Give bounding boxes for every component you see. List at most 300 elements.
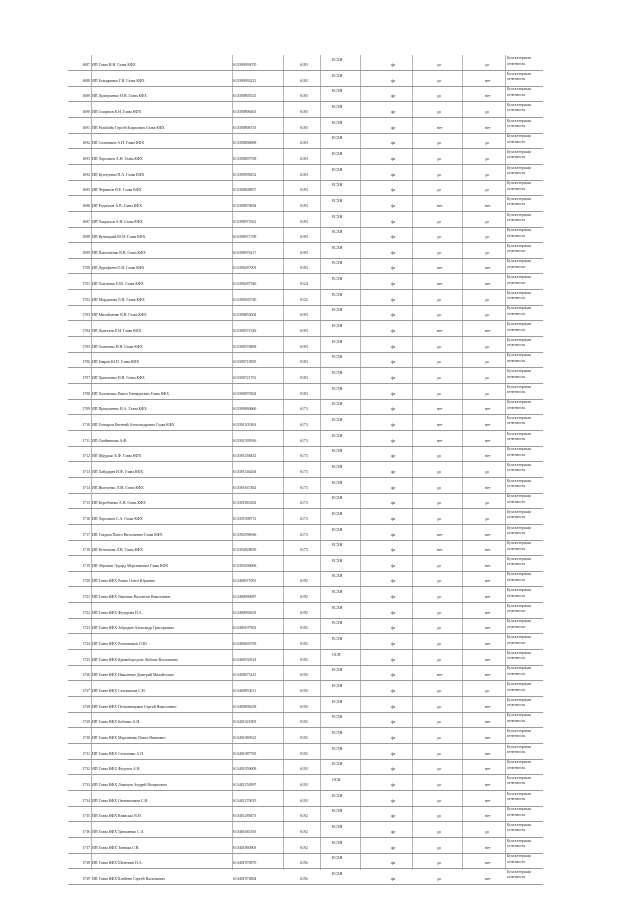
tax-regime: ЕСХН bbox=[332, 136, 343, 141]
row-number: 1717 bbox=[82, 532, 90, 537]
person-type: фл bbox=[391, 516, 396, 521]
tax-regime: ОСН bbox=[332, 777, 341, 782]
entity-name: ИП Осипенко Н.Н. Глава КФХ bbox=[92, 344, 143, 349]
entity-name: ИП Глава КФХ Клейнев Сергей Васильевич bbox=[92, 876, 166, 881]
row-number: 1718 bbox=[82, 548, 90, 553]
entity-name: ИП Глава КФХ Овоньнчиков С.В. bbox=[92, 798, 149, 803]
person-type: фл bbox=[391, 798, 396, 803]
inn-number: 613391458452 bbox=[233, 454, 257, 459]
flag-a: да bbox=[437, 657, 441, 662]
inn-number: 613390287003 bbox=[233, 266, 257, 271]
table-row bbox=[68, 618, 543, 634]
person-type: фл bbox=[391, 156, 396, 161]
tax-regime: ЕСХН bbox=[332, 590, 343, 595]
person-type: фл bbox=[391, 219, 396, 224]
row-number: 1727 bbox=[82, 689, 90, 693]
person-type: фл bbox=[391, 595, 396, 600]
flag-a: да bbox=[437, 156, 441, 161]
person-type: фл bbox=[391, 548, 396, 553]
flag-a: да bbox=[437, 704, 441, 709]
row-number: 1715 bbox=[82, 501, 90, 506]
row-number: 1734 bbox=[82, 798, 90, 803]
row-number: 1700 bbox=[82, 266, 90, 271]
person-type: фл bbox=[391, 422, 396, 427]
flag-b: нет bbox=[485, 563, 491, 568]
report-type: Бухгалтерская отчетность bbox=[507, 134, 531, 144]
row-number: 1720 bbox=[82, 579, 90, 584]
entity-name: ИП Глава КФХ Даньменко С.А. bbox=[92, 829, 145, 834]
inn-number: 613401681391 bbox=[233, 829, 257, 834]
inn-number: 613390806733 bbox=[233, 125, 257, 130]
person-type: фл bbox=[391, 360, 396, 365]
report-type: Бухгалтерская отчетность bbox=[507, 556, 531, 567]
person-type: фл bbox=[391, 407, 396, 412]
table-row bbox=[68, 853, 543, 869]
table-row bbox=[68, 55, 543, 71]
tax-regime: ЕСХН bbox=[332, 840, 343, 845]
table-row bbox=[68, 665, 543, 681]
okved-code: 6192 bbox=[300, 876, 308, 881]
entity-name: ИП Глава КФХ Шеменин Н.А. bbox=[92, 861, 143, 866]
flag-a: да bbox=[437, 250, 441, 255]
report-type: Бухгалтерская отчетность bbox=[507, 149, 531, 160]
flag-a: нет bbox=[437, 125, 443, 130]
inn-number: 613390806808 bbox=[233, 141, 257, 146]
okved-code: 6132 bbox=[300, 297, 308, 302]
okved-code: 6192 bbox=[300, 720, 308, 725]
okved-code: 6192 bbox=[300, 814, 308, 819]
report-type: Бухгалтерская отчетность bbox=[507, 650, 531, 661]
flag-a: да bbox=[437, 735, 441, 740]
flag-a: да bbox=[437, 563, 441, 568]
flag-b: нет bbox=[485, 422, 491, 427]
person-type: фл bbox=[391, 109, 396, 114]
tax-regime: ЕСХН bbox=[332, 824, 343, 829]
row-number: 1739 bbox=[82, 876, 90, 881]
row-number: 1710 bbox=[82, 422, 90, 427]
report-type: Бухгалтерская отчетность bbox=[507, 290, 531, 301]
entity-name: ИП Хакрилов А.Н. Глава КФХ bbox=[92, 219, 143, 224]
okved-code: 6183 bbox=[300, 203, 308, 208]
tax-regime: ЕСХН bbox=[332, 684, 343, 688]
flag-a: да bbox=[437, 610, 441, 615]
tax-regime: ЕСХН bbox=[332, 746, 343, 751]
row-number: 1724 bbox=[82, 642, 90, 647]
entity-name: ИП Сальников А.Н. Глава КФХ bbox=[92, 141, 145, 146]
flag-b: нет bbox=[485, 548, 491, 553]
entity-name: ИП Абрамян Эдуард Моргвакович Глава КФХ bbox=[92, 563, 169, 568]
flag-b: нет bbox=[485, 673, 491, 678]
okved-code: 6183 bbox=[300, 156, 308, 161]
entity-name: ИП Глава КФХ Лимоцев Андрей Валерьевич bbox=[92, 782, 167, 787]
flag-a: нет bbox=[437, 282, 443, 287]
row-number: 1716 bbox=[82, 516, 90, 521]
inn-number: 613390870304 bbox=[233, 391, 257, 396]
tax-regime: ЕСХН bbox=[332, 339, 343, 344]
report-type: Бухгалтерская отчетность bbox=[507, 697, 531, 708]
table-row bbox=[68, 102, 543, 118]
tax-regime: ЕСХН bbox=[332, 261, 343, 266]
report-type: Бухгалтерская отчетность bbox=[507, 384, 531, 395]
flag-a: да bbox=[437, 814, 441, 819]
flag-a: да bbox=[437, 720, 441, 725]
entity-name: ИП Хайдарин И.Ф. Глава КФХ bbox=[92, 469, 144, 474]
flag-b: нет bbox=[485, 407, 491, 412]
flag-b: нет bbox=[485, 751, 491, 756]
person-type: фл bbox=[391, 94, 396, 99]
tax-regime: ЕСХН bbox=[332, 762, 343, 767]
table-row bbox=[68, 71, 543, 87]
entity-name: ИП Глава КФХ Забродин Александр Григорьевич bbox=[92, 626, 175, 631]
entity-name: ИП Глава КФХ Решетников О.Ю. bbox=[92, 642, 148, 647]
person-type: фл bbox=[391, 454, 396, 459]
person-type: фл bbox=[391, 657, 396, 662]
table-row bbox=[68, 838, 543, 854]
tax-regime: ЕСХН bbox=[332, 464, 343, 469]
flag-b: да bbox=[485, 297, 489, 302]
table-row bbox=[68, 525, 543, 541]
inn-number: 613401021803 bbox=[233, 720, 257, 725]
row-number: 1732 bbox=[82, 767, 90, 772]
inn-number: 613400071901 bbox=[233, 579, 257, 584]
row-number: 1704 bbox=[82, 329, 90, 334]
person-type: фл bbox=[391, 579, 396, 584]
tax-regime: ЕСХН bbox=[332, 58, 343, 62]
entity-name: ИП Дмитриенко Н.Н. Глава КФХ bbox=[92, 94, 147, 99]
flag-b: нет bbox=[485, 782, 491, 787]
report-type: Бухгалтерская отчетность bbox=[507, 415, 531, 426]
okved-code: 6173 bbox=[300, 532, 308, 537]
report-type: Бухгалтерская отчетность bbox=[507, 56, 531, 66]
inn-number: 613390071709 bbox=[233, 235, 257, 240]
tax-regime: ЕСХН bbox=[332, 730, 343, 735]
report-type: Бухгалтерская отчетность bbox=[507, 744, 531, 755]
inn-number: 613401069522 bbox=[233, 735, 257, 740]
entity-name: ИП Кузнецкий Ю.Н. Глава КФХ bbox=[92, 235, 146, 240]
inn-number: 613391393916 bbox=[233, 438, 257, 443]
okved-code: 6183 bbox=[300, 125, 308, 130]
flag-a: нет bbox=[437, 266, 443, 271]
flag-a: да bbox=[437, 141, 441, 146]
inn-number: 613390903221 bbox=[233, 78, 257, 83]
flag-a: да bbox=[437, 172, 441, 177]
person-type: фл bbox=[391, 329, 396, 334]
tax-regime: ЕСХН bbox=[332, 214, 343, 219]
inn-number: 613401254997 bbox=[233, 782, 257, 787]
flag-a: да bbox=[437, 63, 441, 67]
inn-number: 613401289473 bbox=[233, 814, 257, 819]
flag-b: да bbox=[485, 156, 489, 161]
table-row bbox=[68, 352, 543, 368]
flag-b: да bbox=[485, 360, 489, 365]
tax-regime: ЕСХН bbox=[332, 73, 343, 78]
report-type: Бухгалтерская отчетность bbox=[507, 431, 531, 442]
flag-a: нет bbox=[437, 203, 443, 208]
flag-a: да bbox=[437, 861, 441, 866]
table-row bbox=[68, 290, 543, 306]
row-number: 1719 bbox=[82, 563, 90, 568]
tax-regime: ЕСХН bbox=[332, 371, 343, 375]
person-type: фл bbox=[391, 814, 396, 819]
table-row bbox=[68, 681, 543, 697]
report-type: Бухгалтерская отчетность bbox=[507, 337, 531, 348]
flag-b: нет bbox=[485, 845, 491, 850]
flag-b: нет bbox=[485, 282, 491, 287]
tax-regime: ЕСХН bbox=[332, 183, 343, 188]
entity-name: ИП Глава Н.Н. Глава КФХ bbox=[92, 63, 136, 67]
inn-number: 613390805525 bbox=[233, 94, 257, 99]
report-type: Бухгалтерская отчетность bbox=[507, 196, 531, 207]
tax-regime: ЕСХН bbox=[332, 292, 343, 297]
report-type: Бухгалтерская отчетность bbox=[507, 775, 531, 786]
tax-regime: ОСН bbox=[332, 652, 341, 657]
okved-code: 6173 bbox=[300, 548, 308, 553]
tax-regime: ЕСХН bbox=[332, 167, 343, 172]
flag-b: да bbox=[485, 391, 489, 396]
table-row bbox=[68, 697, 543, 713]
flag-a: да bbox=[437, 235, 441, 240]
flag-a: да bbox=[437, 313, 441, 318]
row-number: 1702 bbox=[82, 297, 90, 302]
report-type: Бухгалтерская отчетность bbox=[507, 259, 531, 269]
row-number: 1695 bbox=[82, 188, 90, 193]
row-number: 1722 bbox=[82, 610, 90, 615]
flag-a: да bbox=[437, 595, 441, 600]
okved-code: 6192 bbox=[300, 595, 308, 600]
row-number: 1693 bbox=[82, 156, 90, 161]
tax-regime: ЕСХН bbox=[332, 449, 343, 454]
report-type: Бухгалтерская отчетность bbox=[507, 666, 531, 676]
entity-name: ИП Глава КФХ Тонвака С.В. bbox=[92, 845, 140, 850]
entity-name: ИП Олейникова А.Ф. bbox=[92, 438, 128, 443]
entity-name: ИП Куплуткин П.А. Глава КФХ bbox=[92, 172, 145, 177]
flag-b: нет bbox=[485, 642, 491, 647]
entity-name: ИП Глава КФХ Пельменщиков Сергей Николаевич bbox=[92, 704, 177, 709]
report-type: Бухгалтерская отчетность bbox=[507, 760, 531, 770]
table-row bbox=[68, 149, 543, 165]
flag-b: да bbox=[485, 172, 489, 177]
okved-code: 6183 bbox=[300, 141, 308, 146]
report-type: Бухгалтерская отчетность bbox=[507, 165, 531, 176]
row-number: 1706 bbox=[82, 360, 90, 365]
person-type: фл bbox=[391, 344, 396, 349]
row-number: 1737 bbox=[82, 845, 90, 850]
inn-number: 613400896258 bbox=[233, 704, 257, 709]
okved-code: 6183 bbox=[300, 235, 308, 240]
report-type: Бухгалтерская отчетность bbox=[507, 854, 531, 864]
person-type: фл bbox=[391, 391, 396, 396]
flag-b: да bbox=[485, 829, 489, 834]
row-number: 1708 bbox=[82, 391, 90, 396]
inn-number: 613401270015 bbox=[233, 798, 257, 803]
report-type: Бухгалтерская отчетность bbox=[507, 869, 531, 880]
table-row bbox=[68, 869, 543, 885]
entity-name: ИП Глава КФХ Ромко Олега Юрьевич bbox=[92, 579, 156, 584]
row-number: 1736 bbox=[82, 829, 90, 834]
flag-b: да bbox=[485, 235, 489, 240]
inn-number: 613391908731 bbox=[233, 516, 257, 521]
inn-number: 613401087765 bbox=[233, 751, 257, 756]
entity-name: ИП Гончаров Евгений Александрович Глава КФХ bbox=[92, 422, 175, 427]
inn-number: 613390576809 bbox=[233, 344, 257, 349]
report-type: Бухгалтерская отчетность bbox=[507, 87, 531, 97]
tax-regime: ЕСХН bbox=[332, 104, 343, 109]
report-type: Бухгалтерская отчетность bbox=[507, 462, 531, 473]
flag-a: нет bbox=[437, 407, 443, 412]
row-number: 1696 bbox=[82, 203, 90, 208]
person-type: фл bbox=[391, 704, 396, 709]
inn-number: 613400853611 bbox=[233, 689, 257, 693]
report-type: Бухгалтерская отчетность bbox=[507, 369, 531, 379]
row-number: 1729 bbox=[82, 720, 90, 725]
report-type: Бухгалтерская отчетность bbox=[507, 728, 531, 739]
person-type: фл bbox=[391, 735, 396, 740]
flag-a: да bbox=[437, 376, 441, 380]
row-number: 1725 bbox=[82, 657, 90, 662]
person-type: фл bbox=[391, 63, 396, 67]
okved-code: 6183 bbox=[300, 188, 308, 193]
table-row bbox=[68, 603, 543, 619]
table-row bbox=[68, 196, 543, 212]
entity-name: ИП Глава КФХ Кривобородова Любовь Васильевна bbox=[92, 657, 178, 662]
person-type: фл bbox=[391, 720, 396, 725]
table-row bbox=[68, 243, 543, 259]
report-type: Бухгалтерская отчетность bbox=[507, 447, 531, 457]
tax-regime: ЕСХН bbox=[332, 496, 343, 501]
report-type: Бухгалтерская отчетность bbox=[507, 478, 531, 489]
table-row bbox=[68, 212, 543, 228]
person-type: фл bbox=[391, 297, 396, 302]
person-type: фл bbox=[391, 141, 396, 146]
okved-code: 6183 bbox=[300, 219, 308, 224]
flag-a: да bbox=[437, 579, 441, 584]
person-type: фл bbox=[391, 829, 396, 834]
flag-b: нет bbox=[485, 203, 491, 208]
table-row bbox=[68, 759, 543, 775]
row-number: 1735 bbox=[82, 814, 90, 819]
entity-name: ИП Павлоненко В.В. Глава КФХ bbox=[92, 250, 146, 255]
person-type: фл bbox=[391, 376, 396, 380]
tax-regime: ЕСХН bbox=[332, 699, 343, 704]
table-row bbox=[68, 431, 543, 447]
okved-code: 6183 bbox=[300, 94, 308, 99]
tax-regime: ЕСХН bbox=[332, 621, 343, 626]
tax-regime: ЕСХН bbox=[332, 558, 343, 563]
okved-code: 6173 bbox=[300, 422, 308, 427]
flag-a: да bbox=[437, 876, 441, 881]
report-type: Бухгалтерская отчетность bbox=[507, 509, 531, 520]
table-row bbox=[68, 650, 543, 666]
okved-code: 6192 bbox=[300, 845, 308, 850]
table-row bbox=[68, 587, 543, 603]
okved-code: 6173 bbox=[300, 407, 308, 412]
flag-a: да bbox=[437, 454, 441, 459]
inn-number: 613390860660 bbox=[233, 407, 257, 412]
flag-b: нет bbox=[485, 485, 491, 490]
flag-b: нет bbox=[485, 329, 491, 334]
row-number: 1714 bbox=[82, 485, 90, 490]
report-type: Бухгалтерская отчетность bbox=[507, 228, 531, 238]
okved-code: 6183 bbox=[300, 376, 308, 380]
flag-a: нет bbox=[437, 532, 443, 537]
person-type: фл bbox=[391, 125, 396, 130]
okved-code: 6192 bbox=[300, 579, 308, 584]
inn-number: 613390903070 bbox=[233, 63, 257, 67]
flag-b: нет bbox=[485, 125, 491, 130]
person-type: фл bbox=[391, 469, 396, 474]
person-type: фл bbox=[391, 767, 396, 772]
inn-number: 613401870870 bbox=[233, 861, 257, 866]
flag-b: да bbox=[485, 516, 489, 521]
flag-a: да bbox=[437, 516, 441, 521]
tax-regime: ЕСХН bbox=[332, 277, 343, 282]
inn-number: 613390571549 bbox=[233, 329, 257, 334]
tax-regime: ЕСХН bbox=[332, 793, 343, 798]
entity-name: ИП Родионов А.В. Глава КФХ bbox=[92, 203, 143, 208]
row-number: 1713 bbox=[82, 469, 90, 474]
tax-regime: ЕСХН bbox=[332, 324, 343, 329]
person-type: фл bbox=[391, 235, 396, 240]
person-type: фл bbox=[391, 673, 396, 678]
okved-code: 6192 bbox=[300, 689, 308, 693]
flag-b: да bbox=[485, 250, 489, 255]
inn-number: 613400675241 bbox=[233, 673, 257, 678]
row-number: 1738 bbox=[82, 861, 90, 866]
report-type: Бухгалтерская отчетность bbox=[507, 306, 531, 316]
okved-code: 6182 bbox=[300, 78, 308, 83]
okved-code: 6183 bbox=[300, 250, 308, 255]
report-type: Бухгалтерская отчетность bbox=[507, 243, 531, 254]
inn-number: 613391847462 bbox=[233, 485, 257, 490]
flag-a: нет bbox=[437, 673, 443, 678]
okved-code: 6173 bbox=[300, 469, 308, 474]
flag-a: да bbox=[437, 485, 441, 490]
inn-number: 613390608857 bbox=[233, 188, 257, 193]
tax-regime: ЕСХН bbox=[332, 480, 343, 485]
row-number: 1707 bbox=[82, 376, 90, 380]
entity-name: ИП Глава КФХ Бобанко А.И. bbox=[92, 720, 141, 725]
inn-number: 613401050609 bbox=[233, 767, 257, 772]
table-row bbox=[68, 728, 543, 744]
entity-name: ИП Дорофеева О.Н. Глава КФХ bbox=[92, 266, 145, 271]
entity-name: ИП Халеменко Павел Геннадьевич Глава КФХ bbox=[92, 391, 170, 396]
table-row bbox=[68, 86, 543, 102]
okved-code: 6173 bbox=[300, 454, 308, 459]
row-number: 1689 bbox=[82, 94, 90, 99]
flag-a: да bbox=[437, 626, 441, 631]
table-row bbox=[68, 478, 543, 494]
row-number: 1731 bbox=[82, 751, 90, 756]
tax-regime: ЕСХН bbox=[332, 89, 343, 94]
person-type: фл bbox=[391, 782, 396, 787]
table-row bbox=[68, 822, 543, 838]
tax-regime: ЕСХН bbox=[332, 637, 343, 642]
report-type: Бухгалтерская отчетность bbox=[507, 603, 531, 614]
entity-name: ИП Михайленко В.В. Глава КФХ bbox=[92, 313, 147, 318]
person-type: фл bbox=[391, 689, 396, 693]
table-row bbox=[68, 744, 543, 760]
flag-a: да bbox=[437, 845, 441, 850]
row-number: 1699 bbox=[82, 250, 90, 255]
entity-name: ИП Харламов А.Н. Глава КФХ bbox=[92, 156, 143, 161]
inn-number: 613390853004 bbox=[233, 313, 257, 318]
entity-name: ИП Чернигов В.Е. Глава КФХ bbox=[92, 188, 142, 193]
flag-a: нет bbox=[437, 548, 443, 553]
okved-code: 6173 bbox=[300, 438, 308, 443]
okved-code: 6183 bbox=[300, 266, 308, 271]
row-number: 1691 bbox=[82, 125, 90, 130]
report-type: Бухгалтерская отчетность bbox=[507, 791, 531, 802]
